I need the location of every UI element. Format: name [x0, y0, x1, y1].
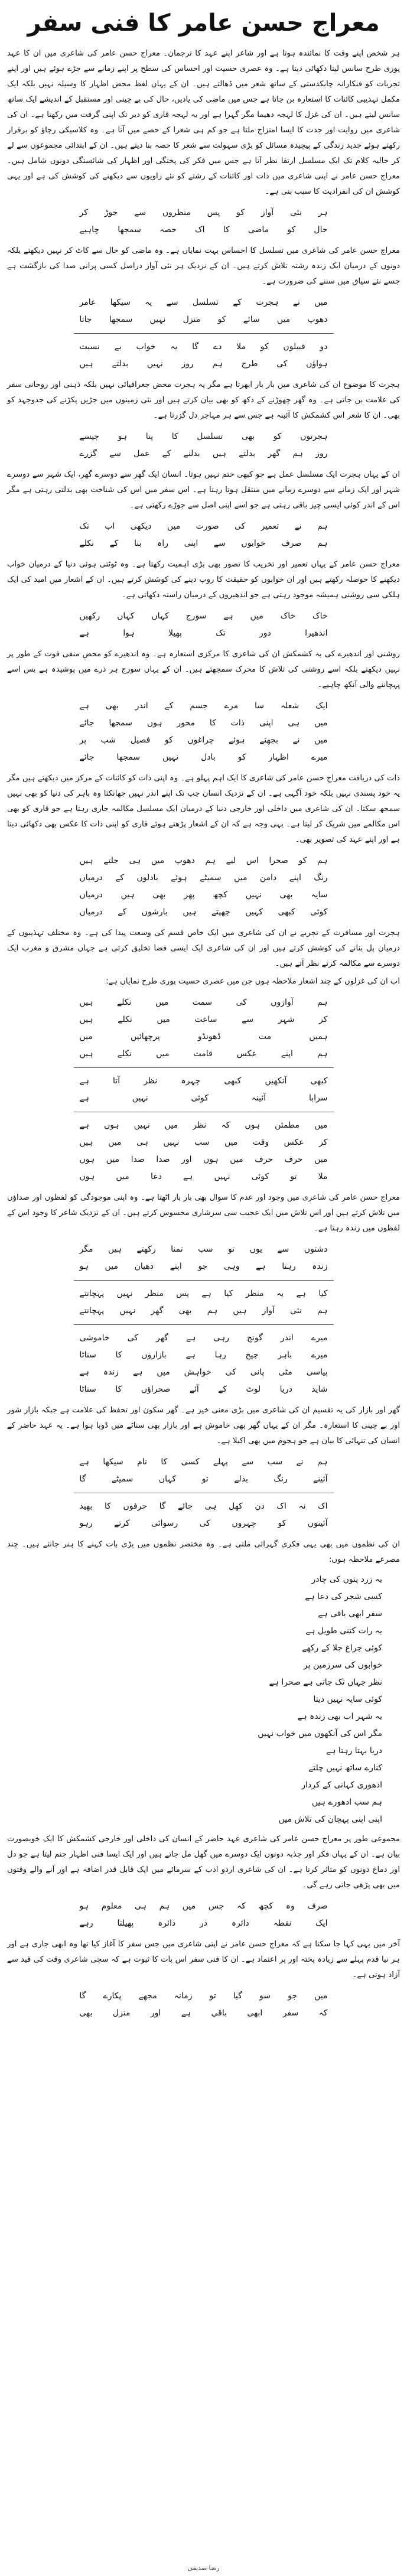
verse-line: ایک نقطہ دائرہ در دائرہ پھیلتا رہے — [79, 1919, 328, 1928]
poem-excerpt-line: نظر جہاں تک جاتی ہے صحرا ہے — [269, 1678, 382, 1687]
verse-couplet — [80, 852, 328, 921]
verse-line: میرے باہر چیخ رہا ہے بازاروں کا سناٹا — [79, 1350, 328, 1360]
verse-couplet — [80, 1073, 328, 1107]
paragraph: معراج حسن عامر کی شاعری میں وجود اور عدم کا سوال بھی بار بار اٹھتا ہے۔ وہ اپنی موجودگی کو لفظوں اور صداؤں میں تلاش کرتے ہیں اور اس تلاش میں ایک عجیب سی سرشاری محسوس کرتے ہیں۔ ان کے نزدیک شاعر کا وجود اس کے لفظوں میں زندہ رہتا ہے۔ — [7, 1193, 400, 1233]
verse-line: ہم کو صحرا اس لیے ہم دھوپ میں ہی جلتے ہیں — [79, 856, 328, 865]
verse-line: میں نے ہجرت کے تسلسل سے یہ سیکھا عامر — [79, 298, 328, 307]
separator-line — [74, 333, 334, 334]
article-title: معراج حسن عامر کا فنی سفر — [27, 9, 380, 37]
verse-couplet — [80, 1898, 328, 1932]
verse-line: میں حرف حرف میں ہوں اور صدا صدا میں ہوں — [79, 1155, 328, 1164]
poem-excerpt-line: کسی شجر کی دعا ہے — [305, 1592, 382, 1601]
verse-line: میں نے بجھتے ہوئے چراغوں کو فصیل شب پر — [79, 735, 328, 745]
separator-line — [74, 1280, 334, 1281]
verse-line: ہم نے سب سے پہلے کسی کا نام سیکھا ہے — [79, 1457, 328, 1467]
verse-line: روز ہم گھر بدلتے ہیں بدلنے کے عمل سے گزرے — [79, 449, 328, 458]
verse-line: صرف وہ کچھ کہ جس میں ہم ہی معلوم ہو — [79, 1901, 328, 1911]
verse-line: دھوپ میں سائے کو منزل نہیں سمجھا جاتا — [79, 315, 328, 324]
verse-line: کہ سفر ابھی باقی ہے اور منزل بھی — [79, 2008, 328, 2018]
verse-couplet — [80, 338, 328, 373]
verse-line: ہم صرف خوابوں سے اپنی راہ بنا کے نکلے — [79, 539, 328, 548]
verse-line: شاید دریا لوٹ کے آئے صحراؤں کا سناٹا — [79, 1385, 328, 1394]
separator-line — [74, 1067, 334, 1068]
verse-line: زندہ رہتا ہے وہی جو اپنے دھیان میں ہو — [79, 1262, 328, 1271]
article-body — [7, 46, 400, 2022]
poem-excerpt-line: یہ شہر اب بھی زندہ ہے — [297, 1712, 382, 1721]
verse-line: میں ہی اپنی ذات کا محور ہوں سمجھا جائے — [79, 718, 328, 728]
verse-couplet — [80, 1454, 328, 1488]
verse-line: ایک شعلہ سا مرے جسم کے اندر بھی ہے — [79, 701, 328, 711]
poem-excerpt-line: مگر اس کی آنکھوں میں خواب نہیں — [258, 1729, 382, 1738]
paragraph: ذات کی دریافت معراج حسن عامر کی شاعری کا ایک اہم پہلو ہے۔ وہ اپنی ذات کو کائنات کے مرکز میں دیکھتے ہیں مگر یہ خود پسندی نہیں بلکہ خود آگہی ہے۔ ان کے نزدیک انسان جب تک اپنے اندر نہیں جھانکتا وہ باہر کی دنیا کو بھی نہیں سمجھ سکتا۔ ان کی شاعری میں داخلی اور خارجی دنیا کے درمیان ایک مسلسل مکالمہ جاری رہتا ہے جو قاری کو بھی اس مکالمے میں شریک کر لیتا ہے۔ یہی وجہ ہے کہ ان کے اشعار پڑھتے ہوئے قاری کو اپنی ذات کا عکس بھی دکھائی دیتا ہے اور اپنے عہد کی تصویر بھی۔ — [7, 774, 400, 844]
paragraph: ہر شخص اپنے وقت کا نمائندہ ہوتا ہے اور شاعر اپنے عہد کا ترجمان۔ معراج حسن عامر کی شاعری میں ان کا عہد پوری طرح سانس لیتا دکھائی دیتا ہے۔ وہ عصری حسیت اور احساس کی سطح پر اپنے زمانے سے جڑے ہوئے ہیں اور اپنے تجربات کو فنکارانہ چابکدستی کے ساتھ شعر میں ڈھالتے ہیں۔ ان کے یہاں لفظ محض اظہار کا وسیلہ نہیں بلکہ ایک مکمل تہذیبی کائنات کا استعارہ بن جاتا ہے جس میں ماضی کی یادیں، حال کی بے چینی اور مستقبل کے اندیشے ایک ساتھ سانس لیتے ہیں۔ ان کی غزل کا لہجہ دھیما مگر گہرا ہے اور یہ لہجہ قاری کو دیر تک اپنی گرفت میں رکھتا ہے۔ ان کی شاعری میں روایت اور جدت کا ایسا امتزاج ملتا ہے جو کم ہی شعرا کے حصے میں آتا ہے۔ وہ کلاسیکی رچاؤ کو برقرار رکھتے ہوئے جدید زندگی کے پیچیدہ مسائل کو بڑی سہولت سے شعر کا حصہ بنا دیتے ہیں۔ ان کے ابتدائی مجموعوں سے لے کر حالیہ کلام تک ایک مسلسل ارتقا نظر آتا ہے جس میں فکر کی پختگی اور اظہار کی شائستگی دونوں شامل ہیں۔ معراج حسن عامر نے اپنی شاعری میں ذات اور کائنات کے رشتے کو نئے زاویوں سے دیکھنے کی کوشش کی ہے اور یہی کوشش ان کی انفرادیت کا سبب بنی ہے۔ — [7, 49, 400, 196]
paragraph: آخر میں یہی کہا جا سکتا ہے کہ معراج حسن عامر نے اپنی شاعری میں جس سفر کا آغاز کیا تھا وہ ابھی جاری ہے اور ہر نیا قدم پہلے سے زیادہ پختہ اور پر اعتماد ہے۔ ان کا فنی سفر اس بات کا ثبوت ہے کہ سچی شاعری وقت کی قید سے آزاد ہوتی ہے۔ — [7, 1940, 400, 1979]
poem-excerpt-line: یہ زرد پتوں کی چادر — [311, 1575, 382, 1584]
verse-couplet — [80, 1241, 328, 1275]
verse-line: دو قبیلوں کو ملا دے گا یہ خواب بے نسبت — [79, 342, 328, 351]
verse-line: حال کو ماضی کا اک حصہ سمجھا چاہیے — [79, 225, 328, 235]
paragraph: ان کے یہاں ہجرت ایک مسلسل عمل ہے جو کبھی ختم نہیں ہوتا۔ انسان ایک گھر سے دوسرے گھر، ایک شہر سے دوسرے شہر اور ایک زمانے سے دوسرے زمانے میں منتقل ہوتا رہتا ہے۔ اس سفر میں اس کی شناخت بھی بدلتی رہتی ہے مگر اس کے اندر کوئی ایسی چیز باقی رہتی ہے جو اسے اپنی اصل سے جوڑے رکھتی ہے۔ — [7, 470, 400, 510]
verse-line: کوئی کبھی کہیں چھپتے ہیں بارشوں کے درمیاں — [79, 907, 328, 917]
verse-line: ہم اپنے عکس قامت میں نکلے ہیں — [79, 1049, 328, 1059]
verse-line: ہجرتوں کو بھی تسلسل کا پتا ہو جیسے — [79, 432, 328, 441]
verse-couplet — [80, 518, 328, 552]
verse-line: ہم نئی آواز ہیں ہم بھی گھر نہیں پہچانتے — [79, 1306, 328, 1315]
separator-line — [74, 1324, 334, 1325]
poem-excerpt-line: خوابوں کی سرزمین پر — [303, 1660, 382, 1670]
poem-excerpt-line: اپنی اپنی پہچان کی تلاش میں — [278, 1815, 382, 1824]
paragraph: گھر اور بازار کی یہ تقسیم ان کی شاعری میں بڑی معنی خیز ہے۔ گھر سکون اور تحفظ کی علامت ہے جبکہ بازار شور اور بے چینی کا استعارہ۔ مگر ان کے یہاں گھر بھی خاموش ہے اور بازار بھی سناٹے میں ڈوبا ہوا ہے۔ یہ عہد حاضر کے انسان کی تنہائی کا بیان ہے جو ہجوم میں بھی اکیلا ہے۔ — [7, 1406, 400, 1445]
verse-line: آئینے رنگ بدلے تو کہاں سمیٹے گا — [79, 1474, 328, 1484]
verse-line: خاک خاک میں ہے سورج کہاں کہاں رکھیں — [79, 611, 328, 621]
poem-excerpt-line: کنارے ساتھ نہیں چلتے — [308, 1763, 382, 1773]
verse-line: کیا ہے یہ منظر کیا ہے پس منظر نہیں پہچانتے — [79, 1289, 328, 1298]
verse-line: ملا تو کوئی نہیں ہے دعا میں ہوں — [79, 1172, 328, 1181]
verse-line: ہر نئی آواز کو پس منظروں سے جوڑ کر — [79, 208, 328, 217]
poem-excerpt-line: کوئی سایہ نہیں دیتا — [313, 1695, 382, 1704]
verse-line: اک نہ اک دن کھل ہی جائے گا حرفوں کا بھید — [79, 1502, 328, 1511]
verse-couplet — [80, 1285, 328, 1320]
verse-line: دشتوں سے یوں تو سب تمنا رکھتے ہیں مگر — [79, 1245, 328, 1254]
verse-line: سایہ بھی نہیں کچھ پھر بھی ہیں درمیاں — [79, 890, 328, 900]
paragraph: معراج حسن عامر کے یہاں تعمیر اور تخریب کا تصور بھی بڑی اہمیت رکھتا ہے۔ وہ ٹوٹتی ہوئی دنیا کے درمیان خواب دیکھنے کا حوصلہ رکھتے ہیں اور ان خوابوں کو حقیقت کا روپ دینے کی کوشش کرتے ہیں۔ ان کے اشعار میں امید کی ایک ہلکی سی روشنی ہمیشہ موجود رہتی ہے جو اندھیروں کے درمیان راستہ دکھاتی ہے۔ — [7, 560, 400, 600]
verse-line: کر عکس وقت میں سب نہیں ہی میں ہیں — [79, 1138, 328, 1147]
paragraph: روشنی اور اندھیرے کی یہ کشمکش ان کی شاعری کا مرکزی استعارہ ہے۔ وہ اندھیرے کو محض منفی قوت کے طور پر نہیں دیکھتے بلکہ اسے روشنی کی تلاش کا محرک سمجھتے ہیں۔ ان کے یہاں سورج ہر ذرے میں پوشیدہ ہے بس اسے پہچاننے والی آنکھ چاہیے۔ — [7, 650, 400, 689]
paragraph: مجموعی طور پر معراج حسن عامر کی شاعری عہد حاضر کے انسان کی داخلی اور خارجی کشمکش کا ایک خوبصورت بیان ہے۔ ان کے یہاں فکر اور جذبہ دونوں ایک دوسرے میں گھل مل جاتے ہیں اور ایک ایسا فنی اظہار جنم لیتا ہے جو دل اور دماغ دونوں کو متاثر کرتا ہے۔ ان کی شاعری اردو ادب کے سرمائے میں ایک قابل قدر اضافہ ہے اور آنے والے وقتوں میں بھی پڑھی جاتی رہے گی۔ — [7, 1835, 400, 1890]
verse-line: میں جو سو گیا تو زمانہ مجھے پکارے گا — [79, 1991, 328, 2001]
verse-couplet — [80, 1330, 328, 1398]
poem-excerpt-line: یہ رات کتنی طویل ہے — [305, 1626, 382, 1636]
paragraph: ہجرت اور مسافرت کے تجربے نے ان کی شاعری میں ایک خاص قسم کی وسعت پیدا کی ہے۔ وہ مختلف تہذیبوں کے درمیان پل بنانے کی کوشش کرتے ہیں اور ان کی شاعری ایک ایسی فضا تخلیق کرتی ہے جہاں مشرق و مغرب ایک دوسرے سے مکالمہ کرتے نظر آتے ہیں۔ — [7, 929, 400, 968]
verse-line: ہم آوازوں کی سمت میں نکلے ہیں — [79, 998, 328, 1007]
verse-couplet — [80, 1117, 328, 1186]
paragraph: ہجرت کا موضوع ان کی شاعری میں بار بار ابھرتا ہے مگر یہ ہجرت محض جغرافیائی نہیں بلکہ ذہنی اور روحانی سفر کی علامت بن جاتی ہے۔ وہ گھر چھوڑنے کے دکھ کو بھی بیان کرتے ہیں اور نئی زمینوں میں جڑیں پکڑنے کی جدوجہد کو بھی۔ ان کا شعر اس کشمکش کا آئینہ ہے جس سے ہر مہاجر دل گزرتا ہے۔ — [7, 380, 400, 420]
poem-excerpt-list — [170, 1571, 400, 1828]
verse-line: میں مطمئن ہوں کہ نظر میں نہیں ہوں ہے — [79, 1121, 328, 1130]
verse-couplet — [80, 204, 328, 239]
verse-line: میرے اظہار کو بادل نہیں سمجھا جائے — [79, 753, 328, 762]
verse-line: رنگ اپنے دامن میں سمیٹے ہوئے بادلوں کے درمیاں — [79, 873, 328, 882]
verse-line: پیاسی مٹی پانی کی خواہش میں ہے زندہ ہے — [79, 1367, 328, 1377]
verse-couplet — [80, 294, 328, 328]
verse-line: سرابا آئینہ کوئی نہیں ہے — [79, 1093, 328, 1103]
verse-line: میرے اندر گونج رہی ہے گھر کی خاموشی — [79, 1333, 328, 1343]
poem-excerpt-line: کوئی چراغ جلا کے رکھے — [302, 1643, 382, 1653]
verse-line: کبھی آنکھیں کبھی چہرہ نظر آتا ہے — [79, 1076, 328, 1086]
verse-couplet — [80, 608, 328, 642]
verse-line: اندھیرا دور تک پھیلا ہوا ہے — [79, 628, 328, 638]
paragraph: اب ان کی غزلوں کے چند اشعار ملاحظہ ہوں جن میں عصری حسیت پوری طرح نمایاں ہے: — [106, 977, 400, 986]
verse-line: ہم نے تعمیر کی صورت میں دیکھی اب تک — [79, 522, 328, 531]
verse-line: آئینوں کو چہروں کی رسوائی کرتے رہو — [79, 1519, 328, 1528]
paragraph: ان کی نظموں میں بھی یہی فکری گہرائی ملتی ہے۔ وہ مختصر نظموں میں بڑی بات کہنے کا ہنر جانتے ہیں۔ چند مصرعے ملاحظہ ہوں: — [7, 1540, 400, 1564]
poem-excerpt-line: سفر ابھی باقی ہے — [318, 1609, 382, 1618]
verse-line: کر شہر سے ساعت میں نکلے ہیں — [79, 1015, 328, 1024]
poem-excerpt-line: ہم سب ادھورے ہیں — [311, 1797, 382, 1807]
poem-excerpt-line: دریا بہتا رہتا ہے — [326, 1746, 382, 1756]
verse-couplet — [80, 994, 328, 1063]
verse-line: ہواؤں کی طرح ہم روز نہیں بدلتے ہیں — [79, 359, 328, 369]
verse-couplet — [80, 1988, 328, 2022]
paragraph: معراج حسن عامر کی شاعری میں تسلسل کا احساس بہت نمایاں ہے۔ وہ ماضی کو حال سے کاٹ کر نہیں دیکھتے بلکہ دونوں کے درمیان ایک زندہ رشتہ تلاش کرتے ہیں۔ ان کے نزدیک ہر نئی آواز دراصل کسی پرانی صدا کی بازگشت ہے جسے نئے سیاق میں سننے کی ضرورت ہے۔ — [7, 246, 400, 286]
author-footer: رضا صدیقی — [187, 2564, 220, 2572]
verse-couplet — [80, 428, 328, 463]
verse-couplet — [80, 698, 328, 766]
verse-line: ہمیں مت ڈھونڈو پرچھائیں میں — [79, 1032, 328, 1041]
poem-excerpt-line: ادھوری کہانی کے کردار — [301, 1780, 382, 1790]
verse-couplet — [80, 1498, 328, 1532]
